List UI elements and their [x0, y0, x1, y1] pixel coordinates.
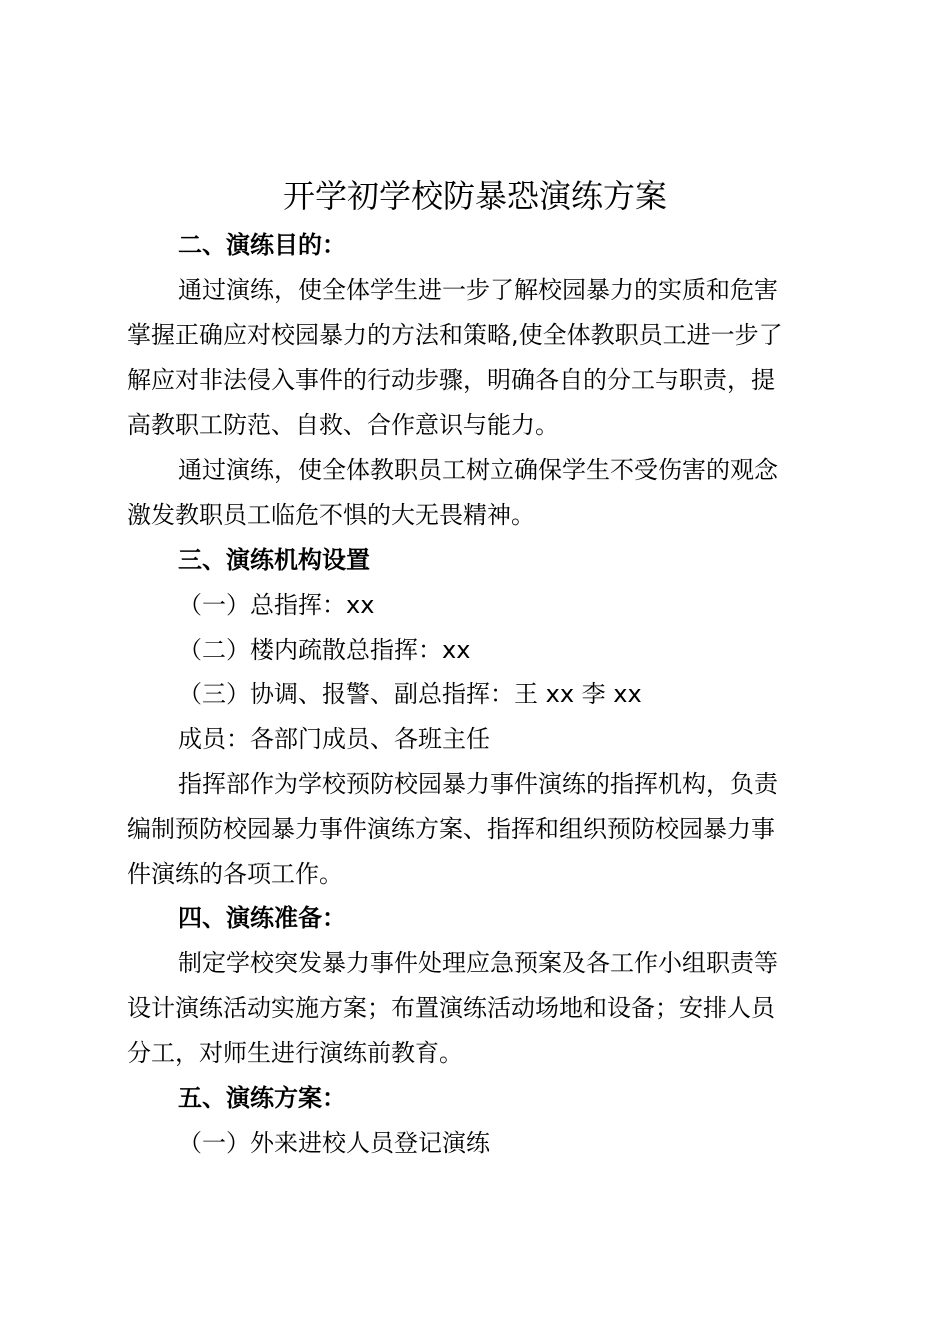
list-item: （一）外来进校人员登记演练 — [178, 1129, 490, 1157]
paragraph-line: 件演练的各项工作。 — [127, 860, 343, 888]
list-item: （一）总指挥：xx — [178, 591, 375, 619]
section-heading-purpose: 二、演练目的： — [178, 231, 346, 259]
document-title: 开学初学校防暴恐演练方案 — [282, 177, 667, 215]
section-heading-preparation: 四、演练准备： — [178, 904, 346, 932]
paragraph-line: 通过演练，使全体教职员工树立确保学生不受伤害的观念 — [178, 456, 778, 484]
section-heading-plan: 五、演练方案： — [178, 1084, 346, 1112]
paragraph-line: 高教职工防范、自救、合作意识与能力。 — [127, 411, 559, 439]
paragraph-line: 激发教职员工临危不惧的大无畏精神。 — [127, 501, 535, 529]
paragraph-line: 分工，对师生进行演练前教育。 — [127, 1039, 463, 1067]
list-item: （二）楼内疏散总指挥：xx — [178, 636, 471, 664]
paragraph-line: 掌握正确应对校园暴力的方法和策略,使全体教职员工进一步了 — [127, 321, 783, 349]
paragraph-line: 设计演练活动实施方案；布置演练活动场地和设备；安排人员 — [127, 994, 775, 1022]
section-heading-organization: 三、演练机构设置 — [178, 546, 370, 574]
paragraph-line: 编制预防校园暴力事件演练方案、指挥和组织预防校园暴力事 — [127, 815, 775, 843]
paragraph-line: 解应对非法侵入事件的行动步骤，明确各自的分工与职责，提 — [127, 366, 775, 394]
paragraph-line: 制定学校突发暴力事件处理应急预案及各工作小组职责等 — [178, 949, 778, 977]
members-line: 成员：各部门成员、各班主任 — [178, 725, 490, 753]
list-item: （三）协调、报警、副总指挥：王 xx 李 xx — [178, 680, 642, 708]
paragraph-line: 通过演练，使全体学生进一步了解校园暴力的实质和危害 — [178, 276, 778, 304]
paragraph-line: 指挥部作为学校预防校园暴力事件演练的指挥机构，负责 — [178, 770, 778, 798]
